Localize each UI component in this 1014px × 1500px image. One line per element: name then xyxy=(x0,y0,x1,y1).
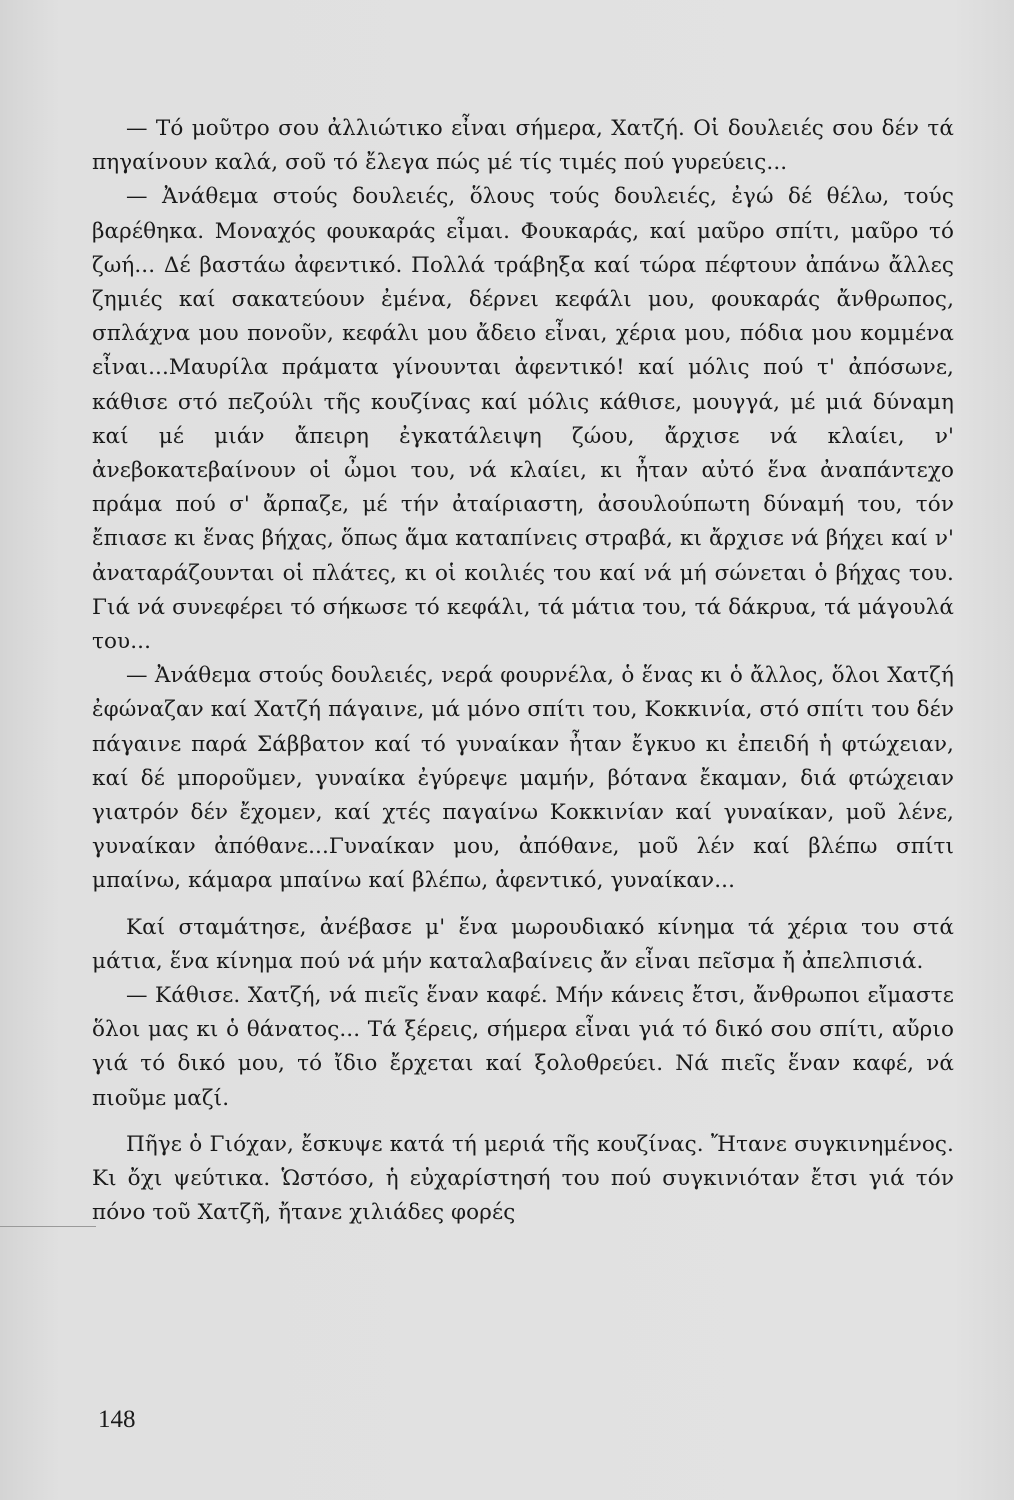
paragraph-3: — Ἀνάθεμα στούς δουλειές, νερά φουρνέλα, ὁ ἕνας κι ὁ ἄλλος, ὅλοι Χατζή ἐφώναζαν καί Χατζή πάγαινε, μά μόνο σπίτι του, Κοκκινία, στό σπίτι του δέν πάγαινε παρά Σάββατον καί τό γυναίκαν ἦταν ἔγκυο κι ἐπειδή ἡ φτώχειαν, καί δέ μποροῦμεν, γυναίκα ἐγύρεψε μαμήν, βότανα ἔκαμαν, διά φτώχειαν γιατρόν δέν ἔχομεν, καί χτές παγαίνω Κοκκινίαν καί γυναίκαν, μοῦ λένε, γυναίκαν ἀπόθανε...Γυναίκαν μου, ἀπόθανε, μοῦ λέν καί βλέπω σπίτι μπαίνω, κάμαρα μπαίνω καί βλέπω, ἀφεντικό, γυναίκαν... xyxy=(92,663,954,894)
body-text xyxy=(92,112,954,1231)
paragraph-1: — Τό μοῦτρο σου ἀλλιώτικο εἶναι σήμερα, Χατζή. Οἱ δουλειές σου δέν τά πηγαίνουν καλά, σοῦ τό ἔλεγα πώς μέ τίς τιμές πού γυρεύεις... xyxy=(92,116,954,176)
paragraph-2: — Ἀνάθεμα στούς δουλειές, ὅλους τούς δουλειές, ἐγώ δέ θέλω, τούς βαρέθηκα. Μοναχός φουκαράς εἶμαι. Φουκαράς, καί μαῦρο σπίτι, μαῦρο τό ζωή... Δέ βαστάω ἀφεντικό. Πολλά τράβηξα καί τώρα πέφτουν ἀπάνω ἄλλες ζημιές καί σακατεύουν ἐμένα, δέρνει κεφάλι μου, φουκαράς ἄνθρωπος, σπλάχνα μου πονοῦν, κεφάλι μου ἄδειο εἶναι, χέρια μου, πόδια μου κομμένα εἶναι...Μαυρίλα πράματα γίνουνται ἀφεντικό! καί μόλις πού τ' ἀπόσωνε, κάθισε στό πεζούλι τῆς κουζίνας καί μόλις κάθισε, μουγγά, μέ μιά δύναμη καί μέ μιάν ἄπειρη ἐγκατάλειψη ζώου, ἄρχισε νά κλαίει, ν' ἀνεβοκατεβαίνουν οἱ ὦμοι του, νά κλαίει, κι ἦταν αὐτό ἕνα ἀναπάντεχο πράμα πού σ' ἄρπαζε, μέ τήν ἀταίριαστη, ἀσουλούπωτη δύναμή του, τόν ἔπιασε κι ἕνας βήχας, ὅπως ἅμα καταπίνεις στραβά, κι ἄρχισε νά βήχει καί ν' ἀναταράζουνται οἱ πλάτες, κι οἱ κοιλιές του καί νά μή σώνεται ὁ βήχας του. Γιά νά συνεφέρει τό σήκωσε τό κεφάλι, τά μάτια του, τά δάκρυα, τά μάγουλά του... xyxy=(92,184,954,655)
paragraph-4: Καί σταμάτησε, ἀνέβασε μ' ἕνα μωρουδιακό κίνημα τά χέρια του στά μάτια, ἕνα κίνημα πού νά μήν καταλαβαίνεις ἄν εἶναι πεῖσμα ἤ ἀπελπισιά. xyxy=(92,914,954,974)
paragraph-5: — Κάθισε. Χατζή, νά πιεῖς ἕναν καφέ. Μήν κάνεις ἔτσι, ἄνθρωποι εἴμαστε ὅλοι μας κι ὁ θάνατος... Τά ξέρεις, σήμερα εἶναι γιά τό δικό σου σπίτι, αὔριο γιά τό δικό μου, τό ἴδιο ἔρχεται καί ξολοθρεύει. Νά πιεῖς ἕναν καφέ, νά πιοῦμε μαζί. xyxy=(92,983,954,1111)
paragraph-6: Πῆγε ὁ Γιόχαν, ἔσκυψε κατά τή μεριά τῆς κουζίνας. Ἤτανε συγκινημένος. Κι ὄχι ψεύτικα. Ὡστόσο, ἡ εὐχαρίστησή του πού συγκινιόταν ἔτσι γιά τόν πόνο τοῦ Χατζῆ, ἤτανε χιλιάδες φορές xyxy=(92,1131,954,1226)
scan-artifact-line xyxy=(0,1226,96,1227)
page-number: 148 xyxy=(98,1406,136,1433)
